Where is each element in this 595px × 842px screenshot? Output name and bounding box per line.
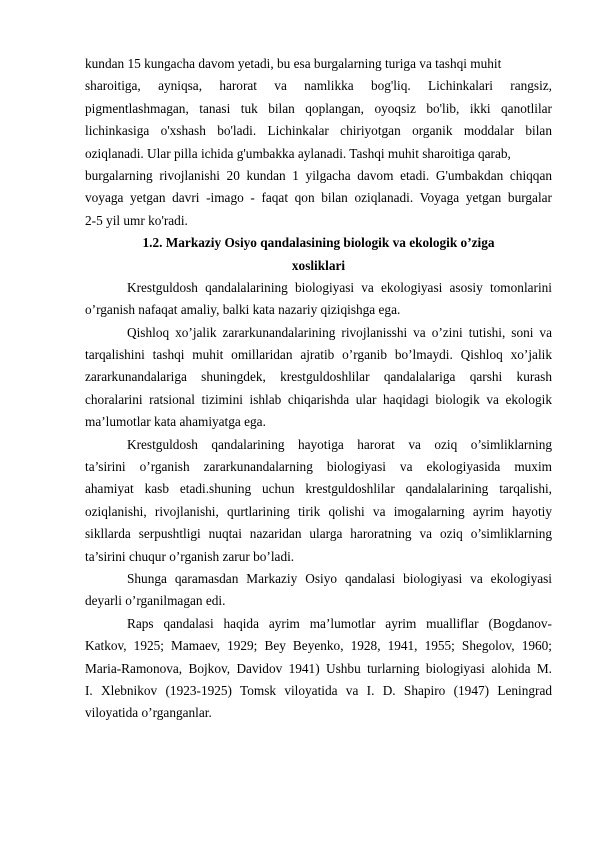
paragraph-3: [85, 322, 552, 434]
paragraph-6: [85, 613, 552, 725]
text-line: deyarli o’rganilmagan edi.: [85, 593, 226, 609]
text-line: sikllarda serpushtligi nuqtai nazaridan ularga haroratning va oziq o’simliklarning: [85, 526, 552, 542]
paragraph-5: [85, 568, 552, 613]
paragraph-1: [85, 53, 552, 232]
text-line: 2-5 yil umr ko'radi.: [85, 212, 188, 228]
paragraph-4: [85, 434, 552, 568]
text-line: zararkunandalariga shuningdek, krestguldoshlilar qandalalariga qarshi kurash: [85, 369, 552, 385]
section-heading-line: 1.2. Markaziy Osiyo qandalasining biologik va ekologik o’ziga: [142, 235, 495, 251]
text-line: Maria-Ramonova, Bojkov, Davidov 1941) Ushbu turlarning biologiyasi alohida M.: [85, 660, 552, 676]
text-line: oziqlanadi. Ular pilla ichida g'umbakka aylanadi. Tashqi muhit sharoitiga qarab,: [85, 145, 511, 161]
text-line: Shunga qaramasdan Markaziy Osiyo qandalasi biologiyasi va ekologiyasi: [127, 570, 552, 586]
text-line: Katkov, 1925; Mamaev, 1929; Bey Beyenko, 1928, 1941, 1955; Shegolov, 1960;: [85, 638, 552, 654]
paragraph-2: [85, 277, 552, 322]
text-line: Krestguldosh qandalarining hayotiga harorat va oziq o’simliklarning: [127, 436, 552, 452]
text-line: lichinkasiga o'xshash bo'ladi. Lichinkalar chiriyotgan organik moddalar bilan: [85, 123, 552, 139]
text-line: I. Xlebnikov (1923-1925) Tomsk viloyatida va I. D. Shapiro (1947) Leningrad: [85, 682, 552, 698]
text-line: Qishloq xo’jalik zararkunandalarining rivojlanisshi va o’zini tutishi, soni va: [127, 324, 552, 340]
text-line: burgalarning rivojlanishi 20 kundan 1 yilgacha davom etadi. G'umbakdan chiqqan: [85, 167, 552, 183]
text-line: ma’lumotlar kata ahamiyatga ega.: [85, 414, 266, 430]
text-line: o’rganish nafaqat amaliy, balki kata nazariy qiziqishga ega.: [85, 302, 401, 318]
text-line: sharoitiga, ayniqsa, harorat va namlikka bog'liq. Lichinkalari rangsiz,: [85, 78, 552, 94]
text-line: voyaga yetgan davri -imago - faqat qon bilan oziqlanadi. Voyaga yetgan burgalar: [85, 190, 552, 206]
text-line: pigmentlashmagan, tanasi tuk bilan qoplangan, oyoqsiz bo'lib, ikki qanotlilar: [85, 100, 552, 116]
text-line: ahamiyat kasb etadi.shuning uchun krestguldoshlilar qandalalarining tarqalishi,: [85, 481, 552, 497]
text-line: choralarini ratsional tizimini ishlab chiqarishda ular haqidagi biologik va ekologik: [85, 391, 552, 407]
text-line: Raps qandalasi haqida ayrim ma’lumotlar ayrim mualliflar (Bogdanov-: [127, 615, 552, 631]
section-heading-line: xosliklari: [291, 257, 346, 273]
text-line: kundan 15 kungacha davom yetadi, bu esa burgalarning turiga va tashqi muhit: [85, 56, 502, 71]
text-line: ta’sirini o’rganish zararkunandalarning biologiyasi va ekologiyasida muxim: [85, 459, 552, 475]
text-line: tarqalishini tashqi muhit omillaridan ajratib o’rganib bo’lmaydi. Qishloq xo’jalik: [85, 347, 552, 363]
text-line: viloyatida o’rganganlar.: [85, 705, 212, 721]
document-page: [85, 53, 552, 725]
section-heading: [85, 232, 552, 277]
text-line: Krestguldosh qandalalarining biologiyasi va ekologiyasi asosiy tomonlarini: [127, 279, 552, 295]
text-line: ta’sirini chuqur o’rganish zarur bo’ladi.: [85, 548, 295, 564]
text-line: oziqlanishi, rivojlanishi, qurtlarining tirik qolishi va imogalarning ayrim hayotiy: [85, 503, 552, 519]
